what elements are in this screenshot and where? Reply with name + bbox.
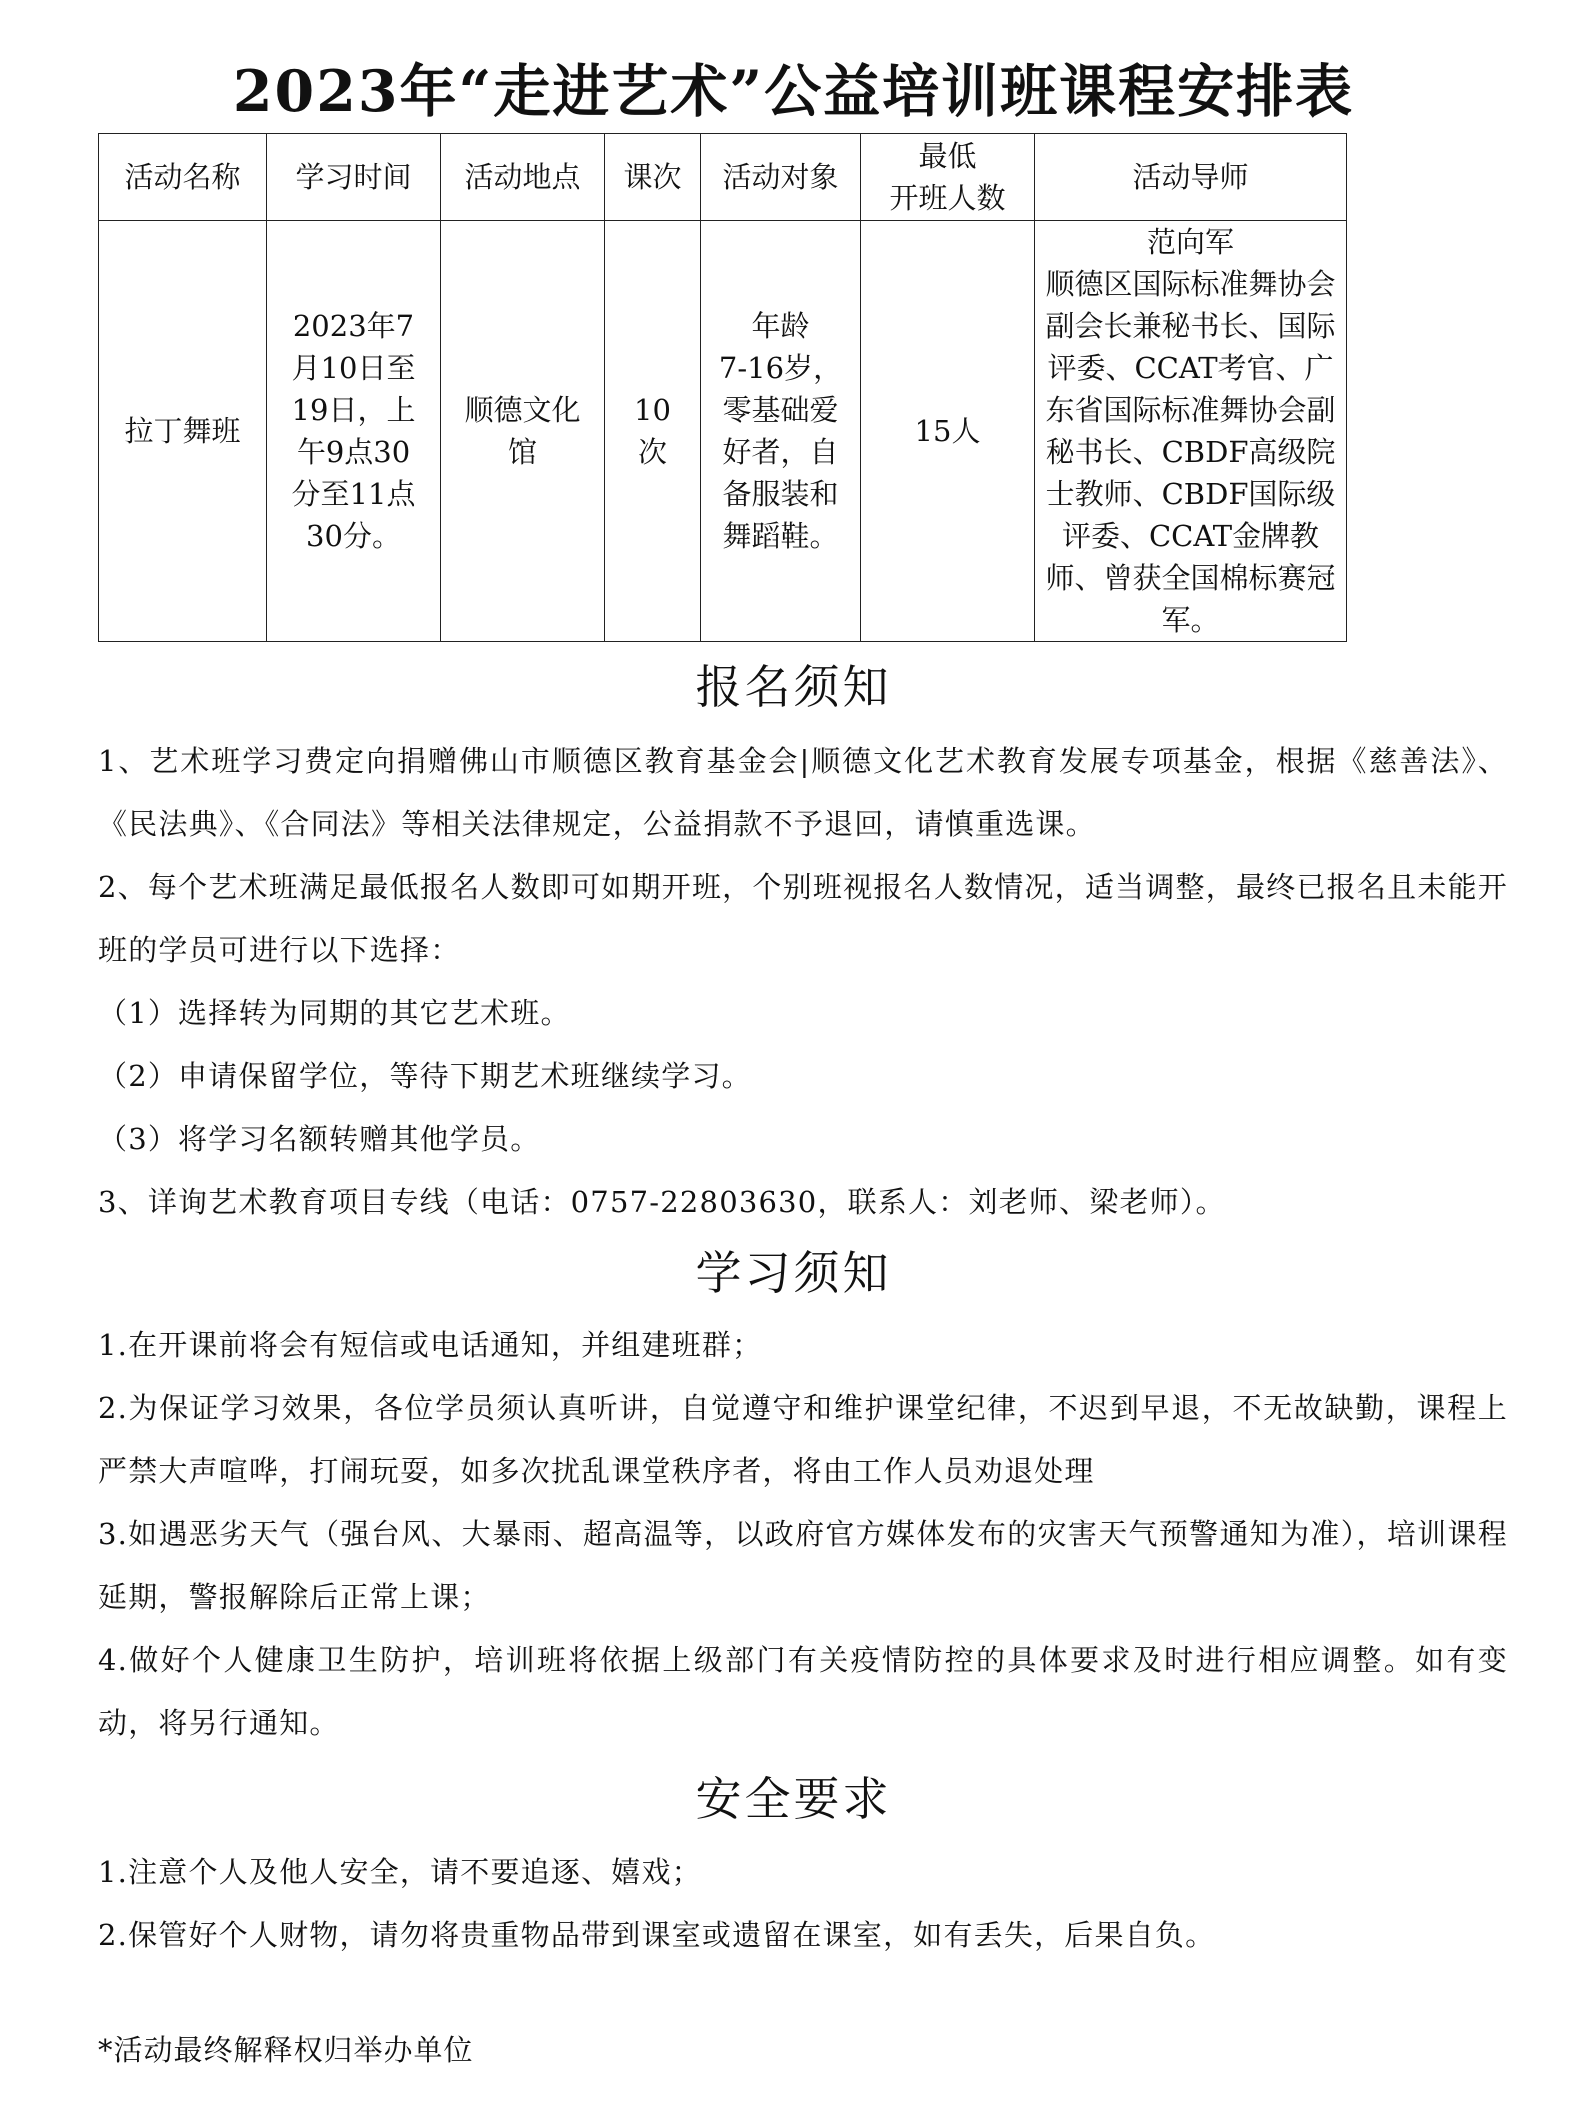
study-item-4: 4.做好个人健康卫生防护，培训班将依据上级部门有关疫情防控的具体要求及时进行相应调整。如有变动，将另行通知。 bbox=[98, 1643, 1508, 1740]
registration-option-3: （3）将学习名额转赠其他学员。 bbox=[98, 1122, 541, 1156]
table-header-row bbox=[99, 134, 1347, 221]
safety-heading: 安全要求 bbox=[695, 1772, 892, 1826]
cell-sessions: 10 次 bbox=[605, 221, 701, 642]
header-sessions: 课次 bbox=[605, 134, 701, 221]
cell-audience: 年龄 7-16岁， 零基础爱 好者，自 备服装和 舞蹈鞋。 bbox=[701, 221, 861, 642]
registration-heading: 报名须知 bbox=[695, 660, 892, 714]
study-heading: 学习须知 bbox=[695, 1246, 892, 1300]
study-item-2: 2.为保证学习效果，各位学员须认真听讲，自觉遵守和维护课堂纪律，不迟到早退，不无故缺勤，课程上严禁大声喧哗，打闹玩耍，如多次扰乱课堂秩序者，将由工作人员劝退处理 bbox=[98, 1391, 1508, 1488]
registration-option-1: （1）选择转为同期的其它艺术班。 bbox=[98, 996, 571, 1030]
registration-item-3: 3、详询艺术教育项目专线（电话：0757-22803630，联系人：刘老师、梁老师）。 bbox=[98, 1185, 1226, 1219]
page-title: 2023年“走进艺术”公益培训班课程安排表 bbox=[232, 58, 1355, 125]
cell-location: 顺德文化 馆 bbox=[441, 221, 605, 642]
mentor-bio: 顺德区国际标准舞协会副会长兼秘书长、国际评委、CCAT考官、广东省国际标准舞协会副秘书长、CBDF高级院士教师、CBDF国际级评委、CCAT金牌教师、曾获全国棉标赛冠军。 bbox=[1045, 267, 1336, 637]
cell-min-enrollment: 15人 bbox=[861, 221, 1035, 642]
safety-item-1: 1.注意个人及他人安全，请不要追逐、嬉戏； bbox=[98, 1855, 702, 1889]
course-schedule-table bbox=[98, 133, 1347, 642]
header-location: 活动地点 bbox=[441, 134, 605, 221]
study-item-3: 3.如遇恶劣天气（强台风、大暴雨、超高温等，以政府官方媒体发布的灾害天气预警通知为准），培训课程延期，警报解除后正常上课； bbox=[98, 1517, 1508, 1614]
header-mentor: 活动导师 bbox=[1035, 134, 1347, 221]
header-study-time: 学习时间 bbox=[267, 134, 441, 221]
cell-mentor bbox=[1035, 221, 1347, 642]
footnote: *活动最终解释权归举办单位 bbox=[98, 2033, 474, 2067]
mentor-name: 范向军 bbox=[1146, 225, 1234, 259]
registration-item-2: 2、每个艺术班满足最低报名人数即可如期开班，个别班视报名人数情况，适当调整，最终已报名且未能开班的学员可进行以下选择： bbox=[98, 870, 1508, 967]
table-row bbox=[99, 221, 1347, 642]
cell-study-time: 2023年7 月10日至 19日，上 午9点30 分至11点 30分。 bbox=[267, 221, 441, 642]
header-min-enrollment: 最低 开班人数 bbox=[861, 134, 1035, 221]
header-activity-name: 活动名称 bbox=[99, 134, 267, 221]
header-audience: 活动对象 bbox=[701, 134, 861, 221]
registration-item-1: 1、艺术班学习费定向捐赠佛山市顺德区教育基金会|顺德文化艺术教育发展专项基金，根据《慈善法》、《民法典》、《合同法》等相关法律规定，公益捐款不予退回，请慎重选课。 bbox=[98, 744, 1508, 841]
registration-option-2: （2）申请保留学位，等待下期艺术班继续学习。 bbox=[98, 1059, 752, 1093]
study-item-1: 1.在开课前将会有短信或电话通知，并组建班群； bbox=[98, 1328, 763, 1362]
safety-item-2: 2.保管好个人财物，请勿将贵重物品带到课室或遗留在课室，如有丢失，后果自负。 bbox=[98, 1918, 1216, 1952]
cell-activity-name: 拉丁舞班 bbox=[99, 221, 267, 642]
